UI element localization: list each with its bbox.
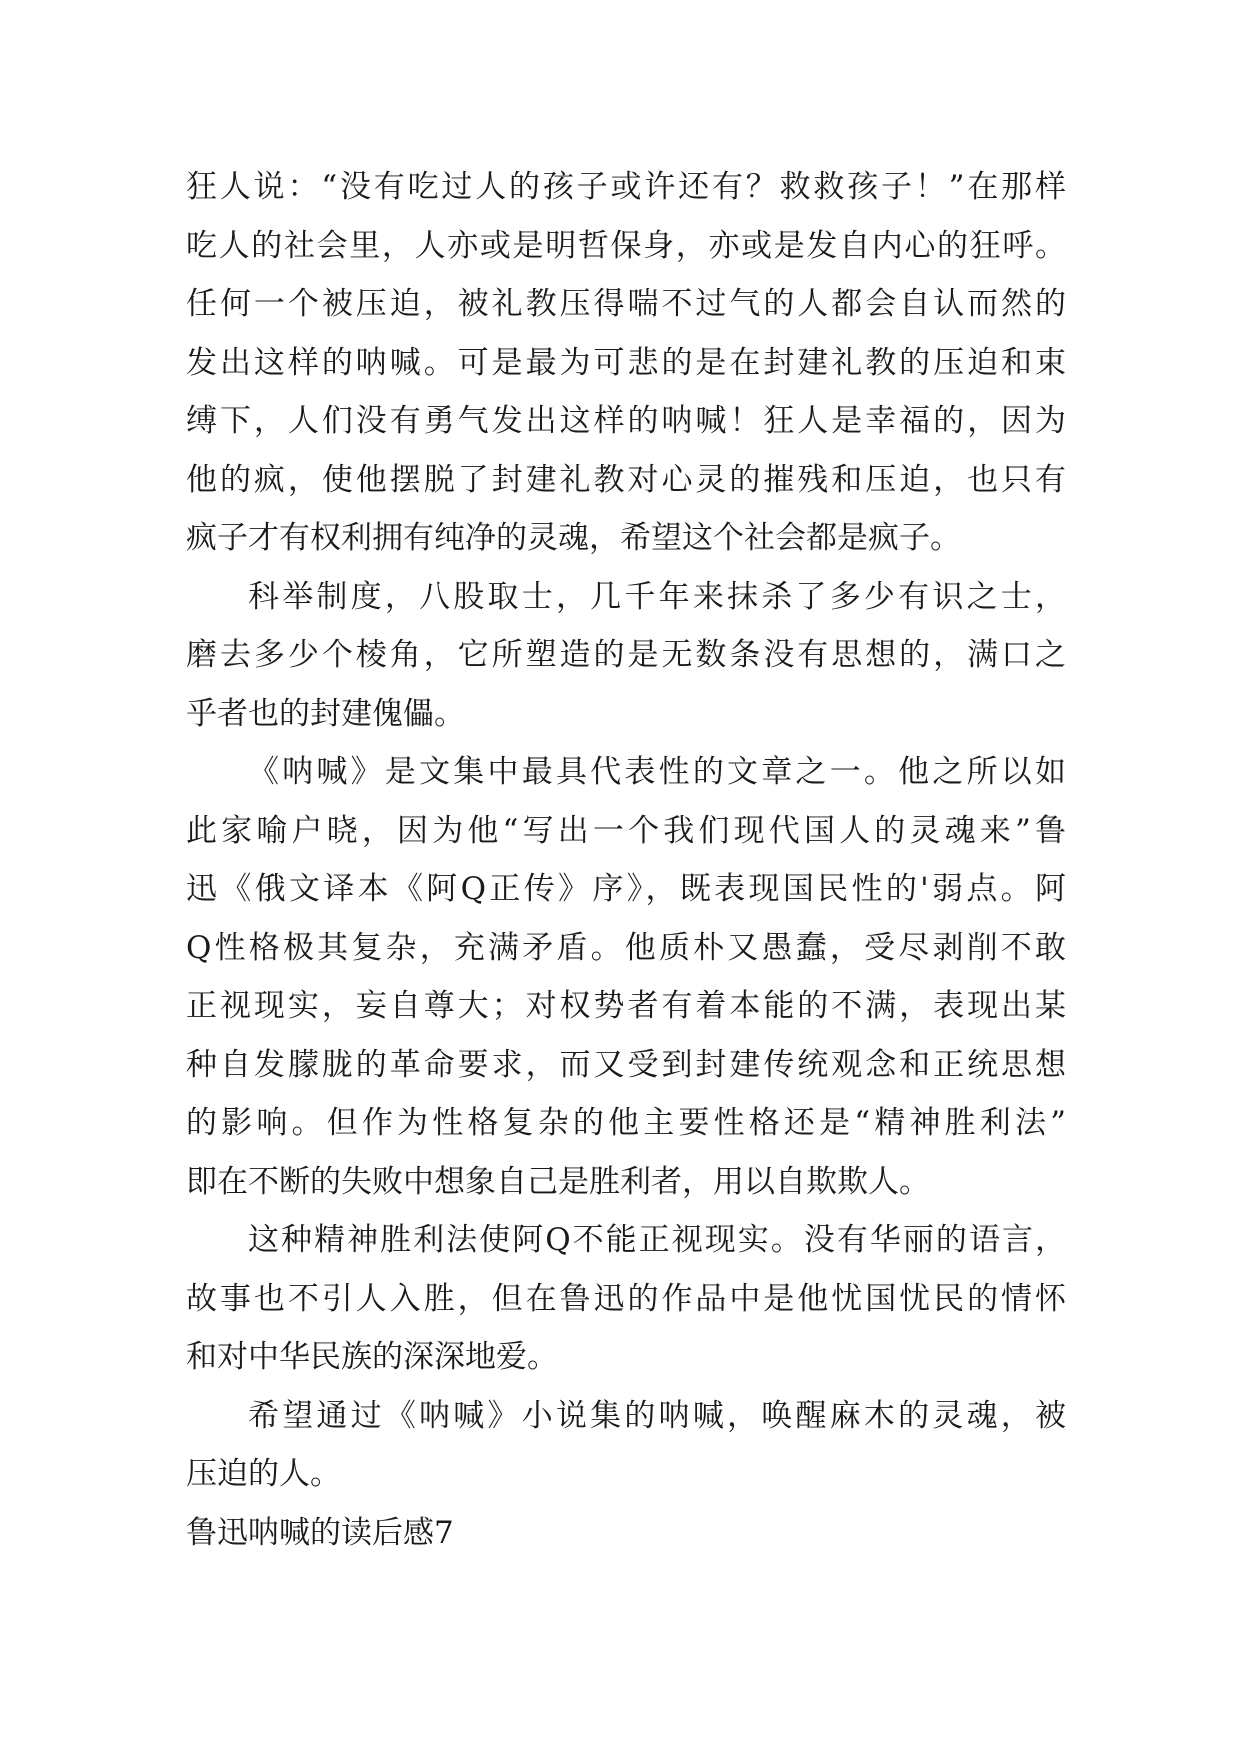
text-line: 即在不断的失败中想象自己是胜利者，用以自欺欺人。: [186, 1163, 930, 1200]
text-line: 发出这样的呐喊。可是最为可悲的是在封建礼教的压迫和束: [186, 344, 1066, 381]
essay-body: [186, 158, 1066, 1562]
section-heading: 鲁迅呐喊的读后感7: [186, 1514, 454, 1551]
text-line: 吃人的社会里，人亦或是明哲保身，亦或是发自内心的狂呼。: [186, 227, 1066, 264]
text-line: 故事也不引人入胜，但在鲁迅的作品中是他忧国忧民的情怀: [186, 1280, 1066, 1317]
text-line: 乎者也的封建傀儡。: [186, 695, 465, 732]
text-line: 此家喻户晓，因为他“写出一个我们现代国人的灵魂来”鲁: [186, 812, 1066, 849]
text-line: 狂人说：“没有吃过人的孩子或许还有？救救孩子！”在那样: [186, 169, 1066, 205]
text-line: 任何一个被压迫，被礼教压得喘不过气的人都会自认而然的: [186, 286, 1066, 322]
text-line: 他的疯，使他摆脱了封建礼教对心灵的摧残和压迫，也只有: [186, 461, 1066, 498]
text-line: 疯子才有权利拥有纯净的灵魂，希望这个社会都是疯子。: [186, 520, 961, 556]
text-line: 这种精神胜利法使阿Q不能正视现实。没有华丽的语言，: [248, 1222, 1066, 1258]
text-line: 正视现实，妄自尊大；对权势者有着本能的不满，表现出某: [186, 988, 1066, 1024]
text-line: 和对中华民族的深深地爱。: [186, 1339, 558, 1375]
text-line: 压迫的人。: [186, 1456, 341, 1492]
text-line: 希望通过《呐喊》小说集的呐喊，唤醒麻木的灵魂，被: [248, 1397, 1066, 1434]
text-line: 科举制度，八股取士，几千年来抹杀了多少有识之士，: [248, 578, 1066, 615]
text-line: 《呐喊》是文集中最具代表性的文章之一。他之所以如: [248, 754, 1066, 790]
text-line: Q性格极其复杂，充满矛盾。他质朴又愚蠢，受尽剥削不敢: [186, 929, 1066, 966]
text-line: 迅《俄文译本《阿Q正传》序》，既表现国民性的'弱点。阿: [186, 871, 1066, 907]
text-line: 磨去多少个棱角，它所塑造的是无数条没有思想的，满口之: [186, 637, 1066, 673]
text-line: 种自发朦胧的革命要求，而又受到封建传统观念和正统思想: [186, 1046, 1066, 1083]
text-line: 缚下，人们没有勇气发出这样的呐喊！狂人是幸福的，因为: [186, 403, 1066, 439]
text-line: 的影响。但作为性格复杂的他主要性格还是“精神胜利法”: [186, 1105, 1066, 1141]
